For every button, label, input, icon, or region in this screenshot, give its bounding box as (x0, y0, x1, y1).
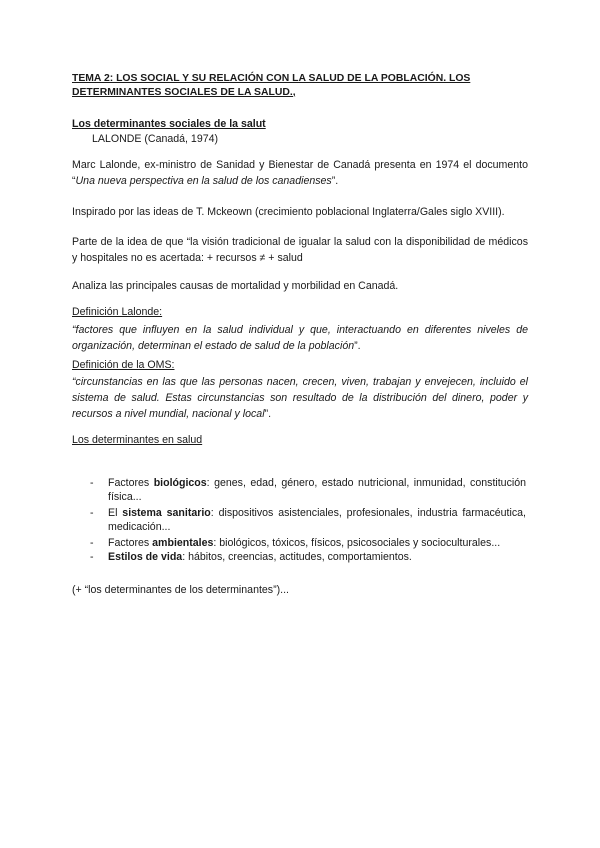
list-item-prefix: Factores (108, 537, 153, 549)
definicion-lalonde-text (72, 322, 528, 354)
list-item (90, 536, 526, 550)
list-dash: - (90, 477, 94, 489)
lalonde-subheading: LALONDE (Canadá, 1974) (92, 133, 219, 145)
title-line-1: TEMA 2: LOS SOCIAL Y SU RELACIÓN CON LA SALUD DE LA POBLACIÓN. LOS (72, 73, 471, 84)
list-item-text: : biológicos, tóxicos, físicos, psicosociales y socioculturales... (213, 537, 501, 549)
list-item-keyword: ambientales (152, 537, 214, 549)
footer-note: (+ “los determinantes de los determinantes”)... (72, 584, 289, 596)
definicion-oms-quote: “circunstancias en las que las personas nacen, crecen, viven, trabajan y envejecen, incluido el sistema de salud. Estas circunstancias son resultado de la distribución del dinero, poder y recursos a nivel mundial, nacional y local (72, 376, 528, 420)
definicion-lalonde-heading: Definición Lalonde: (72, 306, 163, 318)
list-item (90, 506, 526, 534)
list-dash: - (90, 537, 94, 549)
definicion-lalonde-close: ”. (354, 340, 361, 352)
list-item-prefix: El (108, 507, 123, 519)
paragraph-vision-tradicional: Parte de la idea de que “la visión tradicional de igualar la salud con la disponibilidad de médicos y hospitales no es acertada: + recursos ≠ + salud (72, 236, 528, 264)
definicion-lalonde-quote: “factores que influyen en la salud individual y que, interactuando en diferentes niveles de organización, determinan el estado de salud de la población (72, 324, 528, 352)
paragraph-mckeown: Inspirado por las ideas de T. Mckeown (crecimiento poblacional Inglaterra/Gales siglo XVIII). (72, 206, 505, 218)
definicion-oms-close: ”. (264, 408, 272, 420)
paragraph-causas-mortalidad: Analiza las principales causas de mortalidad y morbilidad en Canadá. (72, 280, 399, 292)
page-title (72, 72, 528, 99)
list-item-text: : dispositivos asistenciales, profesionales, industria farmacéutica, medicación... (108, 507, 526, 533)
list-dash: - (90, 507, 94, 519)
list-item-keyword: Estilos de vida (108, 551, 183, 563)
definicion-oms-heading: Definición de la OMS: (72, 359, 175, 371)
title-line-2: DETERMINANTES SOCIALES DE LA SALUD., (72, 86, 296, 98)
paragraph-marc-lalonde (72, 157, 528, 189)
section-heading-determinantes-salud: Los determinantes en salud (72, 434, 203, 446)
list-item-keyword: sistema sanitario (122, 507, 211, 519)
list-item-text: : genes, edad, género, estado nutricional, inmunidad, constitución física... (108, 477, 527, 503)
p1-text-b: ”. (331, 175, 339, 187)
list-item (90, 550, 526, 564)
section-heading-determinantes-sociales: Los determinantes sociales de la salut (72, 118, 266, 130)
p1-text-a: Marc Lalonde, ex-ministro de Sanidad y Bienestar de Canadá presenta en 1974 el documento “ (72, 159, 528, 187)
list-item-keyword: biológicos (153, 477, 207, 489)
p1-document-title: Una nueva perspectiva en la salud de los canadienses (75, 175, 332, 187)
list-item-prefix: Factores (108, 477, 154, 489)
list-item-text: : hábitos, creencias, actitudes, comportamientos. (182, 551, 412, 563)
list-item (90, 476, 526, 504)
list-dash: - (90, 551, 94, 563)
definicion-oms-text (72, 374, 528, 422)
